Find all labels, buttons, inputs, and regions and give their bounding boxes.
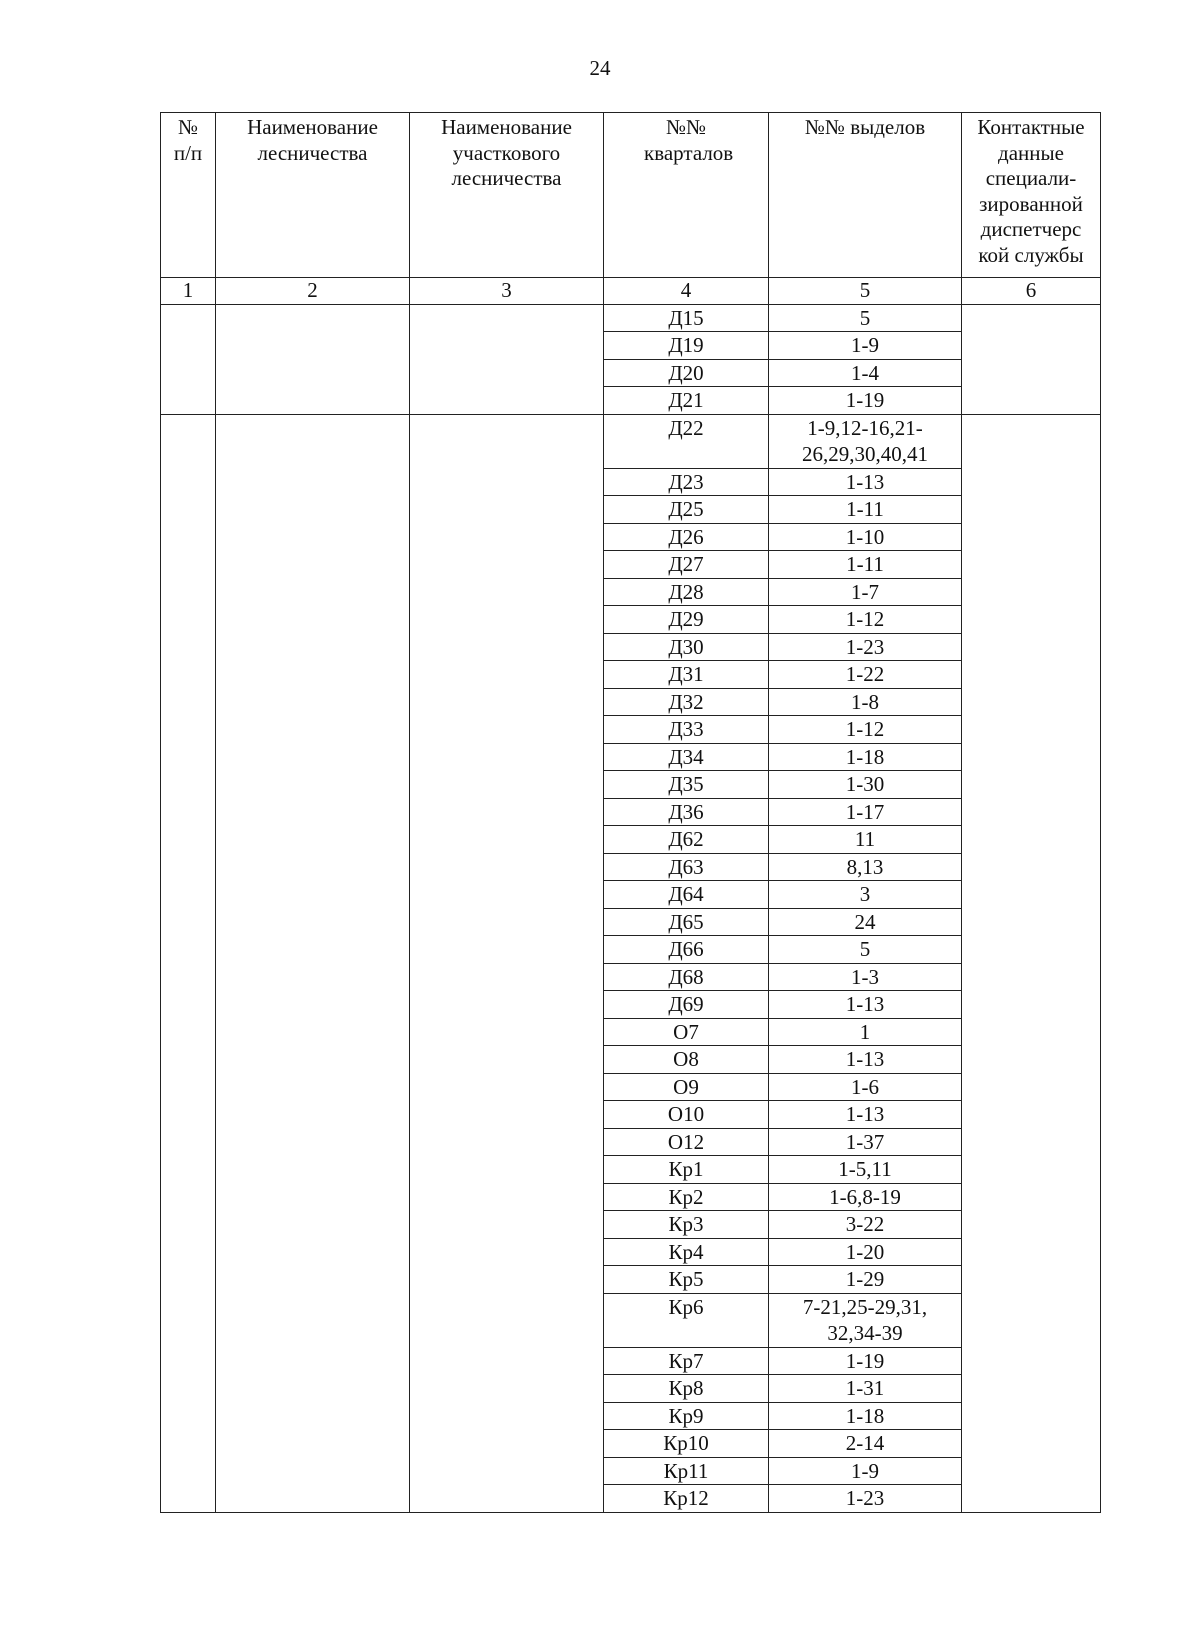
merged-cell-forestry <box>216 414 410 1512</box>
forestry-table <box>160 112 1101 1513</box>
vydely-cell: 1-29 <box>769 1266 962 1294</box>
vydely-cell: 1-20 <box>769 1238 962 1266</box>
kvartal-cell: Д69 <box>604 991 769 1019</box>
kvartal-cell: Д66 <box>604 936 769 964</box>
kvartal-cell: Д34 <box>604 743 769 771</box>
vydely-cell: 3-22 <box>769 1211 962 1239</box>
vydely-cell: 1-18 <box>769 1402 962 1430</box>
vydely-cell: 1-4 <box>769 359 962 387</box>
vydely-cell: 1-18 <box>769 743 962 771</box>
vydely-cell: 5 <box>769 936 962 964</box>
header-col-2: Наименование лесничества <box>216 113 410 278</box>
kvartal-cell: Д29 <box>604 606 769 634</box>
column-number: 4 <box>604 278 769 305</box>
vydely-cell: 8,13 <box>769 853 962 881</box>
vydely-cell: 1-8 <box>769 688 962 716</box>
kvartal-cell: Кр7 <box>604 1347 769 1375</box>
vydely-cell: 1-13 <box>769 991 962 1019</box>
vydely-cell: 1-7 <box>769 578 962 606</box>
vydely-cell: 7-21,25-29,31, 32,34-39 <box>769 1293 962 1347</box>
kvartal-cell: Кр11 <box>604 1457 769 1485</box>
kvartal-cell: Д27 <box>604 551 769 579</box>
kvartal-cell: Д23 <box>604 468 769 496</box>
vydely-cell: 5 <box>769 304 962 332</box>
kvartal-cell: Д22 <box>604 414 769 468</box>
kvartal-cell: О10 <box>604 1101 769 1129</box>
column-number: 2 <box>216 278 410 305</box>
vydely-cell: 1-5,11 <box>769 1156 962 1184</box>
column-number: 6 <box>962 278 1101 305</box>
kvartal-cell: Д63 <box>604 853 769 881</box>
vydely-cell: 1-22 <box>769 661 962 689</box>
column-number: 3 <box>410 278 604 305</box>
kvartal-cell: Д62 <box>604 826 769 854</box>
vydely-cell: 1 <box>769 1018 962 1046</box>
merged-cell-contacts <box>962 304 1101 414</box>
merged-cell-no <box>161 304 216 414</box>
vydely-cell: 1-12 <box>769 606 962 634</box>
vydely-cell: 1-10 <box>769 523 962 551</box>
kvartal-cell: О12 <box>604 1128 769 1156</box>
column-number: 5 <box>769 278 962 305</box>
column-number: 1 <box>161 278 216 305</box>
vydely-cell: 1-6,8-19 <box>769 1183 962 1211</box>
vydely-cell: 1-11 <box>769 551 962 579</box>
vydely-cell: 1-9 <box>769 1457 962 1485</box>
page-number: 24 <box>589 56 611 80</box>
vydely-cell: 1-12 <box>769 716 962 744</box>
kvartal-cell: Д25 <box>604 496 769 524</box>
header-col-6: Контактные данные специали-зированной диспетчерс кой службы <box>962 113 1101 278</box>
table-row <box>161 414 1101 468</box>
kvartal-cell: Д28 <box>604 578 769 606</box>
header-col-1: № п/п <box>161 113 216 278</box>
vydely-cell: 1-11 <box>769 496 962 524</box>
vydely-cell: 24 <box>769 908 962 936</box>
kvartal-cell: Кр10 <box>604 1430 769 1458</box>
vydely-cell: 1-19 <box>769 387 962 415</box>
vydely-cell: 1-13 <box>769 1046 962 1074</box>
kvartal-cell: Кр8 <box>604 1375 769 1403</box>
vydely-cell: 1-13 <box>769 1101 962 1129</box>
kvartal-cell: Д33 <box>604 716 769 744</box>
table-row <box>161 304 1101 332</box>
kvartal-cell: Д30 <box>604 633 769 661</box>
kvartal-cell: Д32 <box>604 688 769 716</box>
vydely-cell: 1-23 <box>769 1485 962 1513</box>
vydely-cell: 1-37 <box>769 1128 962 1156</box>
kvartal-cell: Кр12 <box>604 1485 769 1513</box>
kvartal-cell: Кр6 <box>604 1293 769 1347</box>
vydely-cell: 1-6 <box>769 1073 962 1101</box>
kvartal-cell: Д21 <box>604 387 769 415</box>
merged-cell-no <box>161 414 216 1512</box>
header-row <box>161 113 1101 278</box>
kvartal-cell: Д64 <box>604 881 769 909</box>
vydely-cell: 1-31 <box>769 1375 962 1403</box>
kvartal-cell: Д15 <box>604 304 769 332</box>
vydely-cell: 1-3 <box>769 963 962 991</box>
merged-cell-district <box>410 304 604 414</box>
vydely-cell: 1-9,12-16,21-26,29,30,40,41 <box>769 414 962 468</box>
vydely-cell: 1-17 <box>769 798 962 826</box>
kvartal-cell: Д31 <box>604 661 769 689</box>
kvartal-cell: Д19 <box>604 332 769 360</box>
merged-cell-forestry <box>216 304 410 414</box>
kvartal-cell: О9 <box>604 1073 769 1101</box>
vydely-cell: 1-23 <box>769 633 962 661</box>
vydely-cell: 2-14 <box>769 1430 962 1458</box>
kvartal-cell: Кр3 <box>604 1211 769 1239</box>
kvartal-cell: Кр9 <box>604 1402 769 1430</box>
kvartal-cell: Кр4 <box>604 1238 769 1266</box>
vydely-cell: 11 <box>769 826 962 854</box>
kvartal-cell: Д35 <box>604 771 769 799</box>
column-number-row <box>161 278 1101 305</box>
vydely-cell: 1-9 <box>769 332 962 360</box>
kvartal-cell: Д20 <box>604 359 769 387</box>
merged-cell-contacts <box>962 414 1101 1512</box>
kvartal-cell: Кр5 <box>604 1266 769 1294</box>
vydely-cell: 1-19 <box>769 1347 962 1375</box>
kvartal-cell: О7 <box>604 1018 769 1046</box>
kvartal-cell: Д26 <box>604 523 769 551</box>
kvartal-cell: О8 <box>604 1046 769 1074</box>
kvartal-cell: Д65 <box>604 908 769 936</box>
vydely-cell: 3 <box>769 881 962 909</box>
kvartal-cell: Кр2 <box>604 1183 769 1211</box>
kvartal-cell: Кр1 <box>604 1156 769 1184</box>
vydely-cell: 1-30 <box>769 771 962 799</box>
header-col-5: №№ выделов <box>769 113 962 278</box>
kvartal-cell: Д68 <box>604 963 769 991</box>
merged-cell-district <box>410 414 604 1512</box>
header-col-4: №№ кварталов <box>604 113 769 278</box>
header-col-3: Наименование участкового лесничества <box>410 113 604 278</box>
kvartal-cell: Д36 <box>604 798 769 826</box>
vydely-cell: 1-13 <box>769 468 962 496</box>
